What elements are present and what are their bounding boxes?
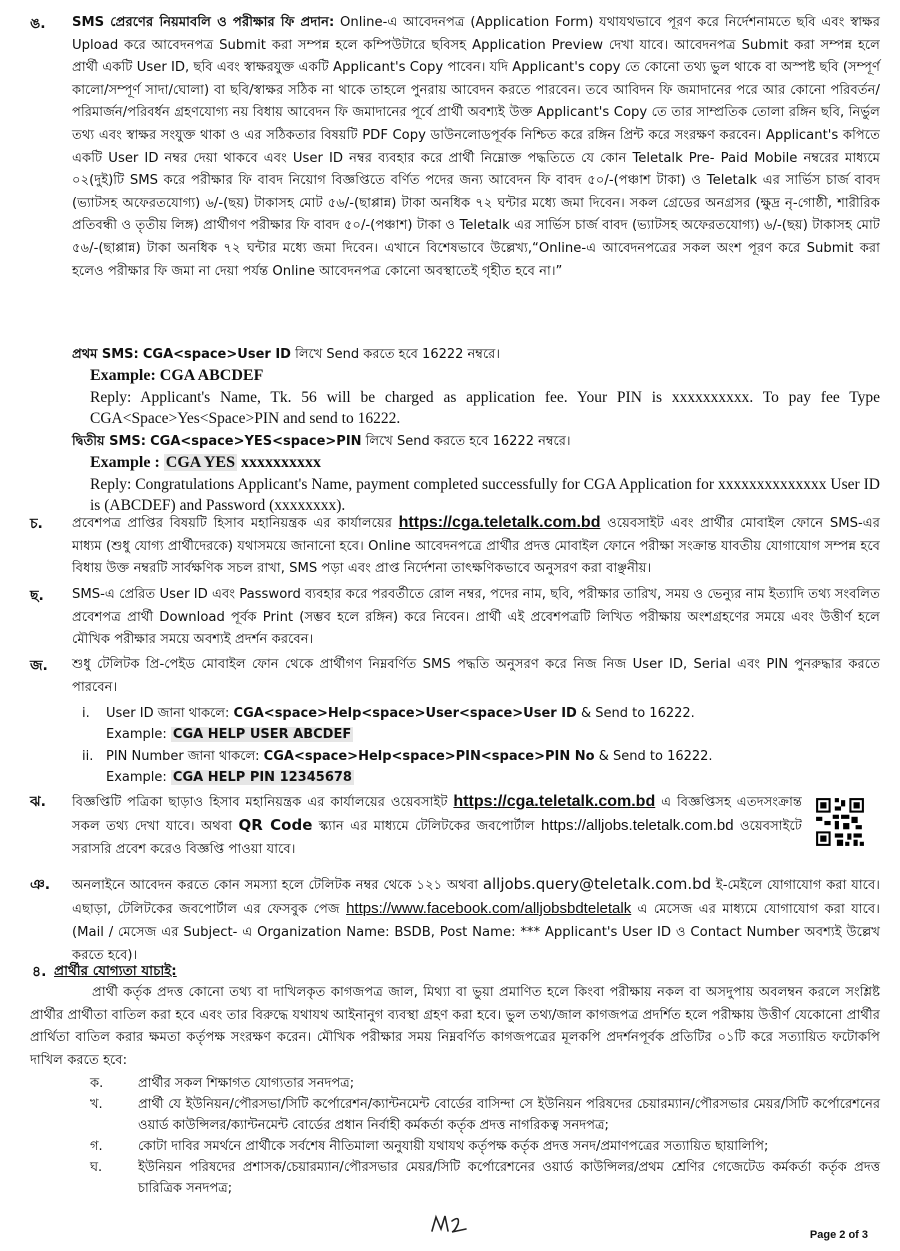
sms-second-instruction: লিখে Send করতে হবে 16222 নম্বরে।: [365, 434, 571, 449]
recovery-item-userid: [82, 703, 880, 724]
list-marker: গ.: [90, 1139, 103, 1154]
sms-second-block: [30, 431, 880, 516]
alljobs-link[interactable]: https://alljobs.teletalk.com.bd: [541, 817, 734, 834]
list-marker: খ.: [90, 1097, 103, 1112]
item-number: ii.: [82, 749, 94, 765]
section-body: প্রার্থী কর্তৃক প্রদত্ত কোনো তথ্য বা দাখিলকৃত কাগজপত্র জাল, মিথ্যা বা ভুয়া প্রমাণিত হলে কিংবা পরীক্ষায় নকল বা অসদুপায় অবলম্বন করলে সংশ্লিষ্ট প্রার্থীর প্রার্থীতা বাতিল করা হবে এবং তার বিরুদ্ধে যথাযথ আইনানুগ ব্যবস্থা গ্রহণ করা হবে। ভুল তথ্য/জাল কাগজপত্র প্রদর্শিত হলে পরীক্ষায় উত্তীর্ণ যেকোনো প্রার্থীর প্রার্থিতা বাতিল করার ক্ষমতা কর্তৃপক্ষ সংরক্ষণ করেন। মৌখিক পরীক্ষার সময় নিম্নবর্ণিত কাগজপত্রের মূলকপি প্রদর্শনপূর্বক প্রতিটির ০১টি করে সত্যায়িত ফটোকপি দাখিল করতে হবে:: [30, 985, 880, 1068]
document-list: [30, 1073, 880, 1199]
item-tail: & Send to 16222.: [580, 706, 695, 722]
facebook-page-link[interactable]: https://www.facebook.com/alljobsbdteletalk: [346, 900, 632, 917]
section-download: [30, 584, 880, 652]
section-text: ওয়েবসাইট এবং প্রার্থীর মোবাইল ফোনে SMS-এর মাধ্যম (শুধু যোগ্য প্রার্থীদেরকে) যথাসময়ে জানানো হবে। Online আবেদনপত্রে প্রার্থীর প্রদত্ত মোবাইল ফোনে পরীক্ষা সংক্রান্ত যাবতীয় যোগাযোগ সম্পন্ন হবে বিধায় উক্ত নম্বরটি সার্বক্ষণিক সচল রাখা, SMS পড়া এবং প্রাপ্ত নির্দেশনা তাৎক্ষণিকভাবে অনুসরণ করা বাঞ্ছনীয়।: [72, 516, 880, 577]
item-tail: & Send to 16222.: [598, 749, 713, 765]
section-qr: [30, 790, 880, 861]
example-value: CGA HELP USER ABCDEF: [172, 727, 352, 743]
qr-code-icon: [814, 796, 866, 848]
sms-first-command: CGA<space>User ID: [142, 347, 291, 362]
item-lead: PIN Number জানা থাকলে:: [106, 749, 260, 765]
item-command: CGA<space>Help<space>User<space>User ID: [233, 706, 577, 722]
example-label: Example:: [90, 367, 156, 384]
signature-initials: [430, 1207, 474, 1237]
sms-first-reply: Reply: Applicant's Name, Tk. 56 will be charged as application fee. Your PIN is xxxxxxxxxx. To pay fee Type CGA<Space>Yes<Space>PIN and send to 16222.: [90, 389, 880, 427]
cga-website-link[interactable]: https://cga.teletalk.com.bd: [453, 793, 656, 810]
section-body: [72, 512, 880, 581]
section-marker: চ.: [30, 516, 43, 532]
sms-second-label: দ্বিতীয় SMS:: [72, 434, 146, 449]
section-text: এ মেসেজ এর মাধ্যমে যোগাযোগ করা যাবে। (Mail / মেসেজ এর Subject- এ Organization Name: BSDB, Post Name: *** Applicant's User ID ও Contact Number অবশ্যই উল্লেখ করতে হবে)।: [72, 902, 880, 963]
section-body: SMS-এ প্রেরিত User ID এবং Password ব্যবহার করে পরবর্তীতে রোল নম্বর, পদের নাম, ছবি, পরীক্ষার তারিখ, সময় ও ভেন্যুর নাম ইত্যাদি তথ্য সংবলিত প্রবেশপত্র প্রার্থী Download পূর্বক Print (সম্ভব হলে রঙ্গিন) করে নিবেন। প্রার্থী এই প্রবেশপত্রটি লিখিত পরীক্ষায় অংশগ্রহণের সময়ে এবং উত্তীর্ণ হলে মৌখিক পরীক্ষার সময়ে অবশ্যই প্রদর্শন করবেন।: [72, 587, 880, 648]
example-value: CGA YES: [165, 454, 235, 471]
section-body: [72, 12, 880, 283]
sms-first-label: প্রথম SMS:: [72, 347, 139, 362]
example-label: Example:: [106, 770, 167, 786]
example-value: CGA HELP PIN 12345678: [172, 770, 352, 786]
page-number: Page 2 of 3: [809, 1229, 868, 1241]
section-text: ই-মেইলে যোগাযোগ করা যাবে। এছাড়া, টেলিটকের জবপোর্টাল এর ফেসবুক পেজ: [72, 878, 880, 917]
list-text: প্রার্থী যে ইউনিয়ন/পৌরসভা/সিটি কর্পোরেশন/ক্যান্টনমেন্ট বোর্ডের বাসিন্দা সে ইউনিয়ন পরিষদের চেয়ারম্যান/পৌরসভার মেয়র/সিটি কর্পোরেশনের ওয়ার্ড কাউন্সিলর/ক্যান্টনমেন্ট বোর্ডের প্রধান নির্বাহী কর্মকর্তা কর্তৃক প্রদত্ত নাগরিকত্ব সনদপত্র;: [138, 1097, 880, 1133]
list-item: [90, 1094, 880, 1136]
recovery-example-pin: [106, 767, 880, 789]
example-tail: xxxxxxxxxx: [240, 454, 321, 471]
list-text: কোটা দাবির সমর্থনে প্রার্থীকে সর্বশেষ নীতিমালা অনুযায়ী যথাযথ কর্তৃপক্ষ কর্তৃক প্রদত্ত সনদ/প্রমাণপত্রের সত্যায়িত ছায়ালিপি;: [138, 1139, 769, 1154]
section-title: [54, 960, 880, 982]
recovery-item-pin: [82, 746, 880, 767]
list-item: [90, 1073, 880, 1094]
list-marker: ক.: [90, 1076, 104, 1091]
qr-label: QR Code: [238, 816, 313, 834]
section-body: শুধু টেলিটক প্রি-পেইড মোবাইল ফোন থেকে প্রার্থীগণ নিম্নবর্ণিত SMS পদ্ধতি অনুসরণ করে নিজ নিজ User ID, Serial এবং PIN পুনরুদ্ধার করতে পারবেন।: [72, 657, 880, 695]
section-text: এ বিজ্ঞপ্তিসহ এতদসংক্রান্ত সকল তথ্য দেখা যাবে। অথবা: [72, 795, 802, 834]
example-label: Example:: [106, 727, 167, 743]
section-sms-rules: [30, 12, 880, 283]
sms-second-command: CGA<space>YES<space>PIN: [150, 434, 362, 449]
section-marker: ঝ.: [30, 794, 46, 810]
cga-website-link[interactable]: https://cga.teletalk.com.bd: [398, 514, 601, 531]
section-text: প্রবেশপত্র প্রাপ্তির বিষয়টি হিসাব মহানিয়ন্ত্রক এর কার্যালয়ের: [72, 516, 392, 531]
item-command: CGA<space>Help<space>PIN<space>PIN No: [263, 749, 595, 765]
section-body: [72, 790, 802, 861]
example-label: Example :: [90, 454, 160, 471]
section-recovery: [30, 654, 880, 789]
section-text: স্ক্যান এর মাধ্যমে টেলিটকের জবপোর্টাল: [318, 819, 535, 834]
sms-second-reply: Reply: Congratulations Applicant's Name, payment completed successfully for CGA Application for xxxxxxxxxxxxxx User ID is (ABCDEF) and Password (xxxxxxxx).: [90, 476, 880, 514]
sms-second-line: [72, 431, 880, 452]
section-marker: ঞ.: [30, 877, 51, 893]
section-admit-card: [30, 512, 880, 581]
list-text: ইউনিয়ন পরিষদের প্রশাসক/চেয়ারম্যান/পৌরসভার মেয়র/সিটি কর্পোরেশনের ওয়ার্ড কাউন্সিলর/প্রথম শ্রেণির গেজেটেড কর্মকর্তা কর্তৃক প্রদত্ত চারিত্রিক সনদপত্র;: [138, 1160, 880, 1196]
section-eligibility: [30, 960, 880, 1072]
section-text: Online-এ আবেদনপত্র (Application Form) যথাযথভাবে পূরণ করে নির্দেশনামতে ছবি এবং স্বাক্ষর Upload করে আবেদনপত্র Submit করা সম্পন্ন হলে কম্পিউটারে ছবিসহ Application Preview দেখা যাবে। আবেদনপত্র Submit করা সম্পন্ন হলে প্রার্থী একটি User ID, ছবি এবং স্বাক্ষরযুক্ত একটি Applicant's Copy পাবেন। যদি Applicant's copy তে কোনো তথ্য ভুল থাকে বা অস্পষ্ট ছবি (সম্পূর্ণ কালো/সম্পূর্ণ সাদা/ঘোলা) বা ছবি/স্বাক্ষর সঠিক না থাকে তাহলে পুনরায় আবেদন করতে পারবেন। তবে আবিদন ফি জমাদানের পরে আর কোনো পরিবর্তন/পরিমার্জন/পরিবর্ধন গ্রহণযোগ্য নয় বিধায় আবেদন ফি জমাদানের পূর্বে প্রার্থী অবশ্যই উক্ত Applicant's Copy তে তার সাম্প্রতিক তোলা রঙ্গিন ছবি, নির্ভুল তথ্য এবং স্বাক্ষর সংযুক্ত থাকা ও এর সঠিকতার বিষয়টি PDF Copy ডাউনলোডপূর্বক নিশ্চিত করে রঙ্গিন প্রিন্ট করে সংরক্ষণ করবেন। Applicant's কপিতে একটি User ID নম্বর দেয়া থাকবে এবং User ID নম্বর ব্যবহার করে প্রার্থী নিম্নোক্ত পদ্ধতিতে যে কোন Teletalk Pre- Paid Mobile নম্বরের মাধ্যমে ০২(দুই)টি SMS করে পরীক্ষার ফি বাবদ নিয়োগ বিজ্ঞপ্তিতে বর্ণিত পদের জন্য আবেদন ফি বাবদ ৫০/-(পঞ্চাশ টাকা) ও Teletalk এর সার্ভিস চার্জ বাবদ (ভ্যাটসহ অফেরতযোগ্য) ৬/-(ছয়) টাকাসহ মোট ৫৬/-(ছাপ্পান্ন) টাকা অনধিক ৭২ ঘন্টার মধ্যে জমা দিবেন। সকল গ্রেডের অনগ্রসর (ক্ষুদ্র নৃ-গোষ্ঠী, শারীরিক প্রতিবন্ধী ও তৃতীয় লিঙ্গ) প্রার্থীগণ পরীক্ষার ফি বাবদ ৫০/-(পঞ্চাশ) টাকা ও Teletalk এর সার্ভিস চার্জ বাবদ (ভ্যাটসহ অফেরতযোগ্য) ৬/-(ছয়) টাকাসহ মোট ৫৬/-(ছাপ্পান্ন) টাকা অনধিক ৭২ ঘন্টার মধ্যে জমা দিবেন। এখানে বিশেষভাবে উল্লেখ্য,“Online-এ আবেদনপত্রের সকল অংশ পূরণ করে Submit করা হলেও পরীক্ষার ফি জমা না দেয়া পর্যন্ত Online আবেদনপত্র কোনো অবস্থাতেই গৃহীত হবে না।”: [72, 15, 880, 279]
section-heading: SMS প্রেরণের নিয়মাবলি ও পরীক্ষার ফি প্রদান:: [72, 15, 335, 30]
list-item: [90, 1136, 880, 1157]
list-text: প্রার্থীর সকল শিক্ষাগত যোগ্যতার সনদপত্র;: [138, 1076, 355, 1091]
list-item: [90, 1157, 880, 1199]
section-marker: ছ.: [30, 588, 44, 604]
sms-first-line: [72, 344, 880, 365]
section-marker: জ.: [30, 658, 48, 674]
item-number: i.: [82, 706, 90, 722]
recovery-example-userid: [106, 724, 880, 746]
section-text: অনলাইনে আবেদন করতে কোন সমস্যা হলে টেলিটক নম্বর থেকে ১২১ অথবা: [72, 878, 479, 893]
section-contact: [30, 873, 880, 967]
list-marker: ঘ.: [90, 1160, 103, 1175]
section-text: বিজ্ঞপ্তিটি পত্রিকা ছাড়াও হিসাব মহানিয়ন্ত্রক এর কার্যালয়ের ওয়েবসাইট: [72, 795, 448, 810]
example-value: CGA ABCDEF: [159, 367, 264, 384]
section-body: [72, 873, 880, 967]
support-email-link[interactable]: alljobs.query@teletalk.com.bd: [482, 875, 712, 893]
sms-first-instruction: লিখে Send করতে হবে 16222 নম্বরে।: [295, 347, 500, 362]
sms-first-example: [90, 365, 880, 387]
item-lead: User ID জানা থাকলে:: [106, 706, 230, 722]
sms-first-block: [30, 344, 880, 429]
section-title-text: প্রার্থীর যোগ্যতা যাচাই:: [54, 963, 177, 979]
section-marker: ঙ.: [30, 16, 46, 32]
section-marker: ৪.: [32, 964, 47, 980]
section-text: ওয়েবসাইটে সরাসরি প্রবেশ করেও বিজ্ঞপ্তি পাওয়া যাবে।: [72, 819, 802, 857]
sms-second-example: [90, 452, 880, 474]
